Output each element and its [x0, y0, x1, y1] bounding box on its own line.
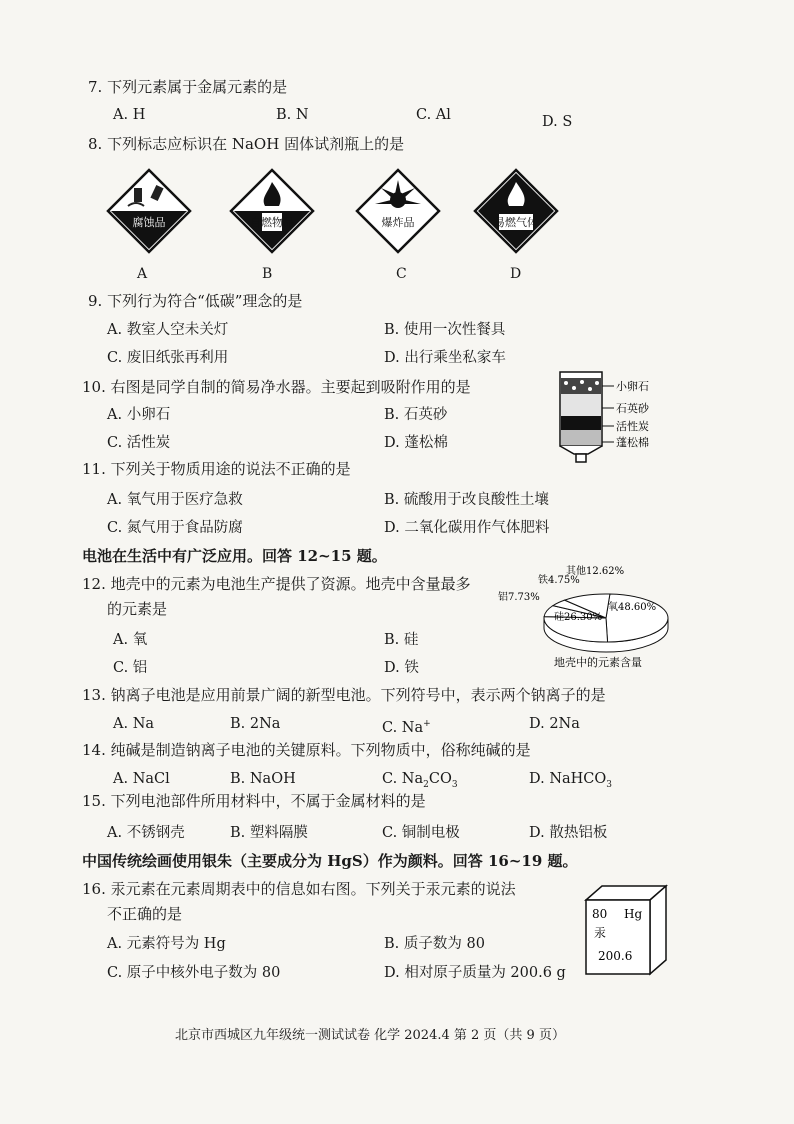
sign-d-letter: D	[510, 266, 522, 282]
sign-c-letter: C	[396, 266, 407, 282]
q15-option-c: C. 铜制电极	[382, 825, 460, 841]
q9-option-d: D. 出行乘坐私家车	[384, 350, 506, 366]
cotton-layer	[561, 430, 601, 445]
q13-stem: 13. 钠离子电池是应用前景广阔的新型电池。下列符号中，表示两个钠离子的是	[82, 686, 606, 704]
q10-option-a: A. 小卵石	[107, 407, 171, 423]
q12-stem-line2: 的元素是	[107, 600, 168, 618]
filter-label-cotton: 蓬松棉	[616, 436, 649, 449]
q10-option-c: C. 活性炭	[107, 435, 171, 451]
sign-a-letter: A	[137, 266, 148, 282]
q12-option-a: A. 氧	[113, 632, 148, 648]
q16-option-b: B. 质子数为 80	[384, 936, 485, 952]
q10-option-d: D. 蓬松棉	[384, 435, 448, 451]
q11-option-c: C. 氮气用于食品防腐	[107, 520, 243, 536]
q12-option-d: D. 铁	[384, 660, 419, 676]
q9-stem: 9. 下列行为符合“低碳”理念的是	[88, 292, 303, 310]
mercury-periodic-cell	[584, 884, 668, 976]
q16-stem-line2: 不正确的是	[107, 905, 183, 923]
section-intro-battery: 电池在生活中有广泛应用。回答 12~15 题。	[82, 547, 387, 565]
q14-option-b: B. NaOH	[230, 771, 296, 787]
q11-option-a: A. 氧气用于医疗急救	[107, 492, 243, 508]
cell-name: 汞	[594, 926, 607, 940]
sign-d-label: 易燃气体	[494, 216, 538, 229]
cell-symbol: Hg	[624, 907, 643, 921]
q8-stem: 8. 下列标志应标识在 NaOH 固体试剂瓶上的是	[88, 135, 405, 153]
pie-label-oxygen: 氧48.60%	[608, 602, 657, 613]
pie-chart-title: 地壳中的元素含量	[554, 656, 642, 669]
q16-option-d: D. 相对原子质量为 200.6 g	[384, 965, 566, 981]
q15-option-b: B. 塑料隔膜	[230, 825, 308, 841]
activated-carbon-layer	[561, 416, 601, 430]
q7-option-d: D. S	[542, 114, 573, 130]
q16-option-a: A. 元素符号为 Hg	[107, 936, 226, 952]
section-intro-pigment: 中国传统绘画使用银朱（主要成分为 HgS）作为颜料。回答 16~19 题。	[82, 852, 578, 870]
filter-label-pebble: 小卵石	[616, 380, 649, 393]
q15-option-d: D. 散热铝板	[529, 825, 608, 841]
flammable-gas-sign	[473, 168, 559, 254]
q13-option-b: B. 2Na	[230, 716, 281, 732]
explosive-sign	[355, 168, 441, 254]
q9-option-b: B. 使用一次性餐具	[384, 322, 506, 338]
filter-label-sand: 石英砂	[616, 402, 649, 415]
q14-option-d: D. NaHCO$_3$	[529, 771, 613, 790]
sign-a-label: 腐蚀品	[132, 216, 166, 229]
q13-option-c: C. Na+	[382, 719, 431, 736]
q14-stem: 14. 纯碱是制造钠离子电池的关键原料。下列物质中，俗称纯碱的是	[82, 741, 531, 759]
q11-option-d: D. 二氧化碳用作气体肥料	[384, 520, 550, 536]
q14-option-c: C. $Na_2CO_3$	[382, 771, 458, 790]
pie-label-iron: 铁4.75%	[538, 575, 580, 586]
page-footer: 北京市西城区九年级统一测试试卷 化学 2024.4 第 2 页（共 9 页）	[175, 1028, 565, 1043]
cell-atomic-number: 80	[592, 907, 608, 921]
pie-label-silicon: 硅26.30%	[554, 612, 603, 623]
cell-atomic-mass: 200.6	[598, 949, 633, 963]
crust-element-pie-chart	[496, 558, 676, 674]
quartz-sand-layer	[561, 394, 601, 416]
q10-option-b: B. 石英砂	[384, 407, 448, 423]
q13-option-d: D. 2Na	[529, 716, 580, 732]
sign-b-letter: B	[262, 266, 273, 282]
test-tube-icon	[134, 188, 142, 202]
q16-option-c: C. 原子中核外电子数为 80	[107, 965, 281, 981]
q9-option-c: C. 废旧纸张再利用	[107, 350, 229, 366]
q7-stem: 7. 下列元素属于金属元素的是	[88, 78, 288, 96]
q10-stem: 10. 右图是同学自制的简易净水器。主要起到吸附作用的是	[82, 378, 471, 396]
q7-option-c: C. Al	[416, 107, 451, 123]
spontaneous-combustion-sign	[229, 168, 315, 254]
pie-label-other: 其他12.62%	[566, 566, 625, 577]
q9-option-a: A. 教室人空未关灯	[107, 322, 229, 338]
q15-option-a: A. 不锈钢壳	[107, 825, 185, 841]
q7-option-a: A. H	[113, 107, 146, 123]
q11-stem: 11. 下列关于物质用途的说法不正确的是	[82, 460, 351, 478]
sign-c-label: 爆炸品	[381, 216, 415, 229]
water-filter-diagram	[552, 366, 672, 470]
q14-option-a: A. NaCl	[113, 771, 170, 787]
filter-label-carbon: 活性炭	[616, 420, 649, 433]
q12-option-c: C. 铝	[113, 660, 148, 676]
q12-option-b: B. 硅	[384, 632, 419, 648]
sign-b-label: 自燃物品	[250, 216, 294, 229]
corrosive-sign	[106, 168, 192, 254]
q12-stem-line1: 12. 地壳中的元素为电池生产提供了资源。地壳中含量最多	[82, 575, 471, 593]
pie-label-aluminum: 铝7.73%	[498, 592, 540, 603]
q7-option-b: B. N	[276, 107, 309, 123]
q16-stem-line1: 16. 汞元素在元素周期表中的信息如右图。下列关于汞元素的说法	[82, 880, 516, 898]
q11-option-b: B. 硫酸用于改良酸性土壤	[384, 492, 549, 508]
q15-stem: 15. 下列电池部件所用材料中，不属于金属材料的是	[82, 792, 426, 810]
q13-option-a: A. Na	[113, 716, 155, 732]
